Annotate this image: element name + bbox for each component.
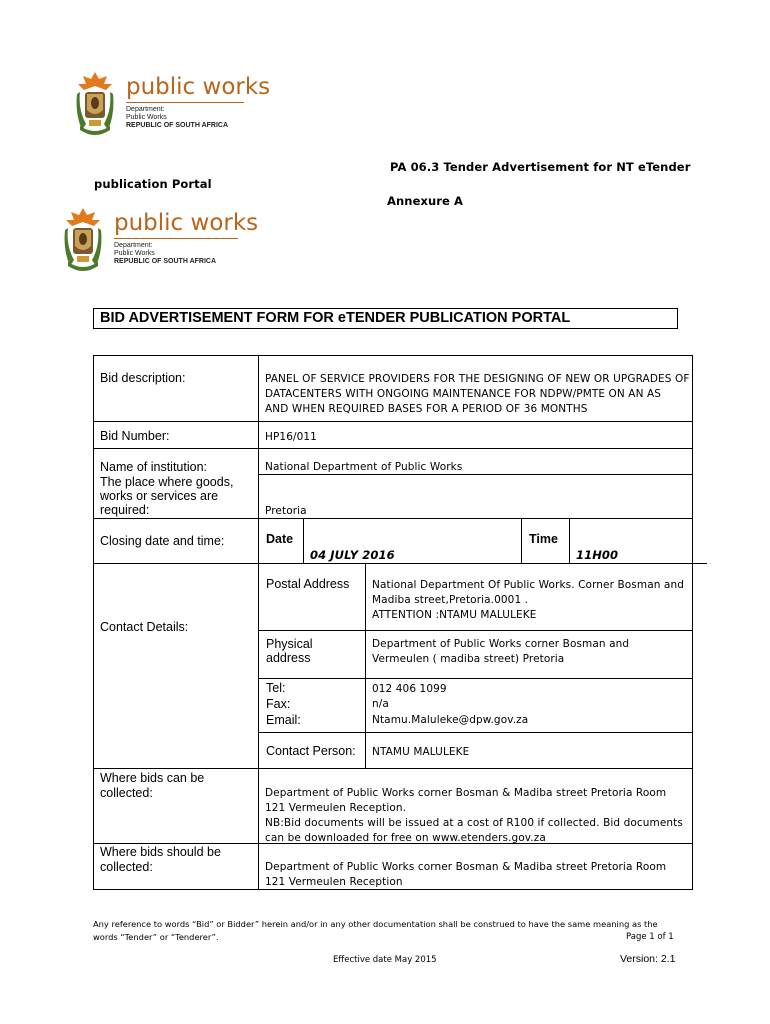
bid-description-line1: PANEL OF SERVICE PROVIDERS FOR THE DESIGNING OF NEW OR UPGRADES OF: [265, 373, 690, 385]
fax-value: n/a: [372, 698, 389, 710]
contact-details-label: Contact Details:: [100, 620, 189, 634]
contact-person-label: Contact Person:: [266, 744, 356, 758]
postal-address-line2: Madiba street,Pretoria.0001 .: [372, 594, 529, 606]
collect-line4: can be downloaded for free on www.etenders.gov.za: [265, 832, 546, 844]
bid-number-label: Bid Number:: [100, 429, 170, 443]
physical-address-label-line2: address: [266, 651, 311, 665]
public-works-logo: [72, 70, 270, 138]
time-label: Time: [529, 532, 558, 546]
logo-rule: [126, 102, 244, 103]
bid-description-line3: AND WHEN REQUIRED BASES FOR A PERIOD OF 36 MONTHS: [265, 403, 588, 415]
contact-person-value: NTAMU MALULEKE: [372, 746, 470, 758]
closing-label: Closing date and time:: [100, 534, 225, 548]
logo-dept-name: Public Works: [126, 114, 167, 121]
email-value: Ntamu.Maluleke@dpw.gov.za: [372, 714, 529, 726]
place-label-line3: required:: [100, 503, 150, 517]
coat-of-arms-icon: [72, 70, 118, 138]
logo-dept-line: Department:: [114, 242, 153, 249]
logo-country: REPUBLIC OF SOUTH AFRICA: [126, 122, 229, 129]
logo-brand-text: public works: [114, 210, 259, 236]
logo-dept-name: Public Works: [114, 250, 155, 257]
submit-line2: 121 Vermeulen Reception: [265, 876, 403, 888]
institution-value: National Department of Public Works: [265, 461, 463, 473]
postal-address-line3: ATTENTION :NTAMU MALULEKE: [372, 609, 537, 621]
fax-label: Fax:: [266, 697, 291, 711]
tel-value: 012 406 1099: [372, 683, 447, 695]
tel-label: Tel:: [266, 681, 286, 695]
public-works-logo-2: [60, 206, 258, 274]
place-value: Pretoria: [265, 505, 307, 517]
collect-label-line2: collected:: [100, 786, 153, 800]
place-label-line2: works or services are: [100, 489, 219, 503]
closing-date-value: 04 JULY 2016: [310, 548, 395, 562]
date-label: Date: [266, 532, 294, 546]
logo-dept-line: Department:: [126, 106, 165, 113]
closing-time-value: 11H00: [576, 548, 619, 562]
logo-brand-text: public works: [126, 74, 271, 100]
logo-rule: [114, 238, 238, 239]
submit-label-line2: collected:: [100, 860, 153, 874]
collect-line1: Department of Public Works corner Bosman & Madiba street Pretoria Room: [265, 787, 667, 799]
collect-line2: 121 Vermeulen Reception.: [265, 802, 407, 814]
physical-address-line1: Department of Public Works corner Bosman and: [372, 638, 630, 650]
page-number: Page 1 of 1: [626, 932, 674, 942]
footer-note-line1: Any reference to words “Bid” or Bidder” herein and/or in any other documentation shall be construed to have the same meaning as the: [93, 919, 658, 929]
version-label: Version: 2.1: [620, 953, 676, 965]
physical-address-line2: Vermeulen ( madiba street) Pretoria: [372, 653, 565, 665]
submit-line1: Department of Public Works corner Bosman & Madiba street Pretoria Room: [265, 861, 667, 873]
logo-country: REPUBLIC OF SOUTH AFRICA: [114, 258, 217, 265]
email-label: Email:: [266, 713, 301, 727]
bid-number-value: HP16/011: [265, 431, 317, 443]
annexure-label: Annexure A: [387, 194, 464, 208]
collect-line3: NB:Bid documents will be issued at a cost of R100 if collected. Bid documents: [265, 817, 683, 829]
bid-description-line2: DATACENTERS WITH ONGOING MAINTENANCE FOR NDPW/PMTE ON AN AS: [265, 388, 662, 400]
place-label-line1: The place where goods,: [100, 475, 234, 489]
bid-description-label: Bid description:: [100, 371, 186, 385]
postal-address-line1: National Department Of Public Works. Corner Bosman and: [372, 579, 684, 591]
institution-label: Name of institution:: [100, 460, 207, 474]
doc-title-line1: PA 06.3 Tender Advertisement for NT eTender: [390, 160, 691, 174]
physical-address-label-line1: Physical: [266, 637, 313, 651]
submit-label-line1: Where bids should be: [100, 845, 221, 859]
coat-of-arms-icon: [60, 206, 106, 274]
doc-title-line2: publication Portal: [94, 177, 212, 191]
form-title: BID ADVERTISEMENT FORM FOR eTENDER PUBLICATION PORTAL: [100, 310, 571, 326]
postal-address-label: Postal Address: [266, 577, 350, 591]
footer-note-line2: words “Tender” or “Tenderer”.: [93, 932, 219, 942]
effective-date: Effective date May 2015: [333, 955, 437, 965]
collect-label-line1: Where bids can be: [100, 771, 205, 785]
